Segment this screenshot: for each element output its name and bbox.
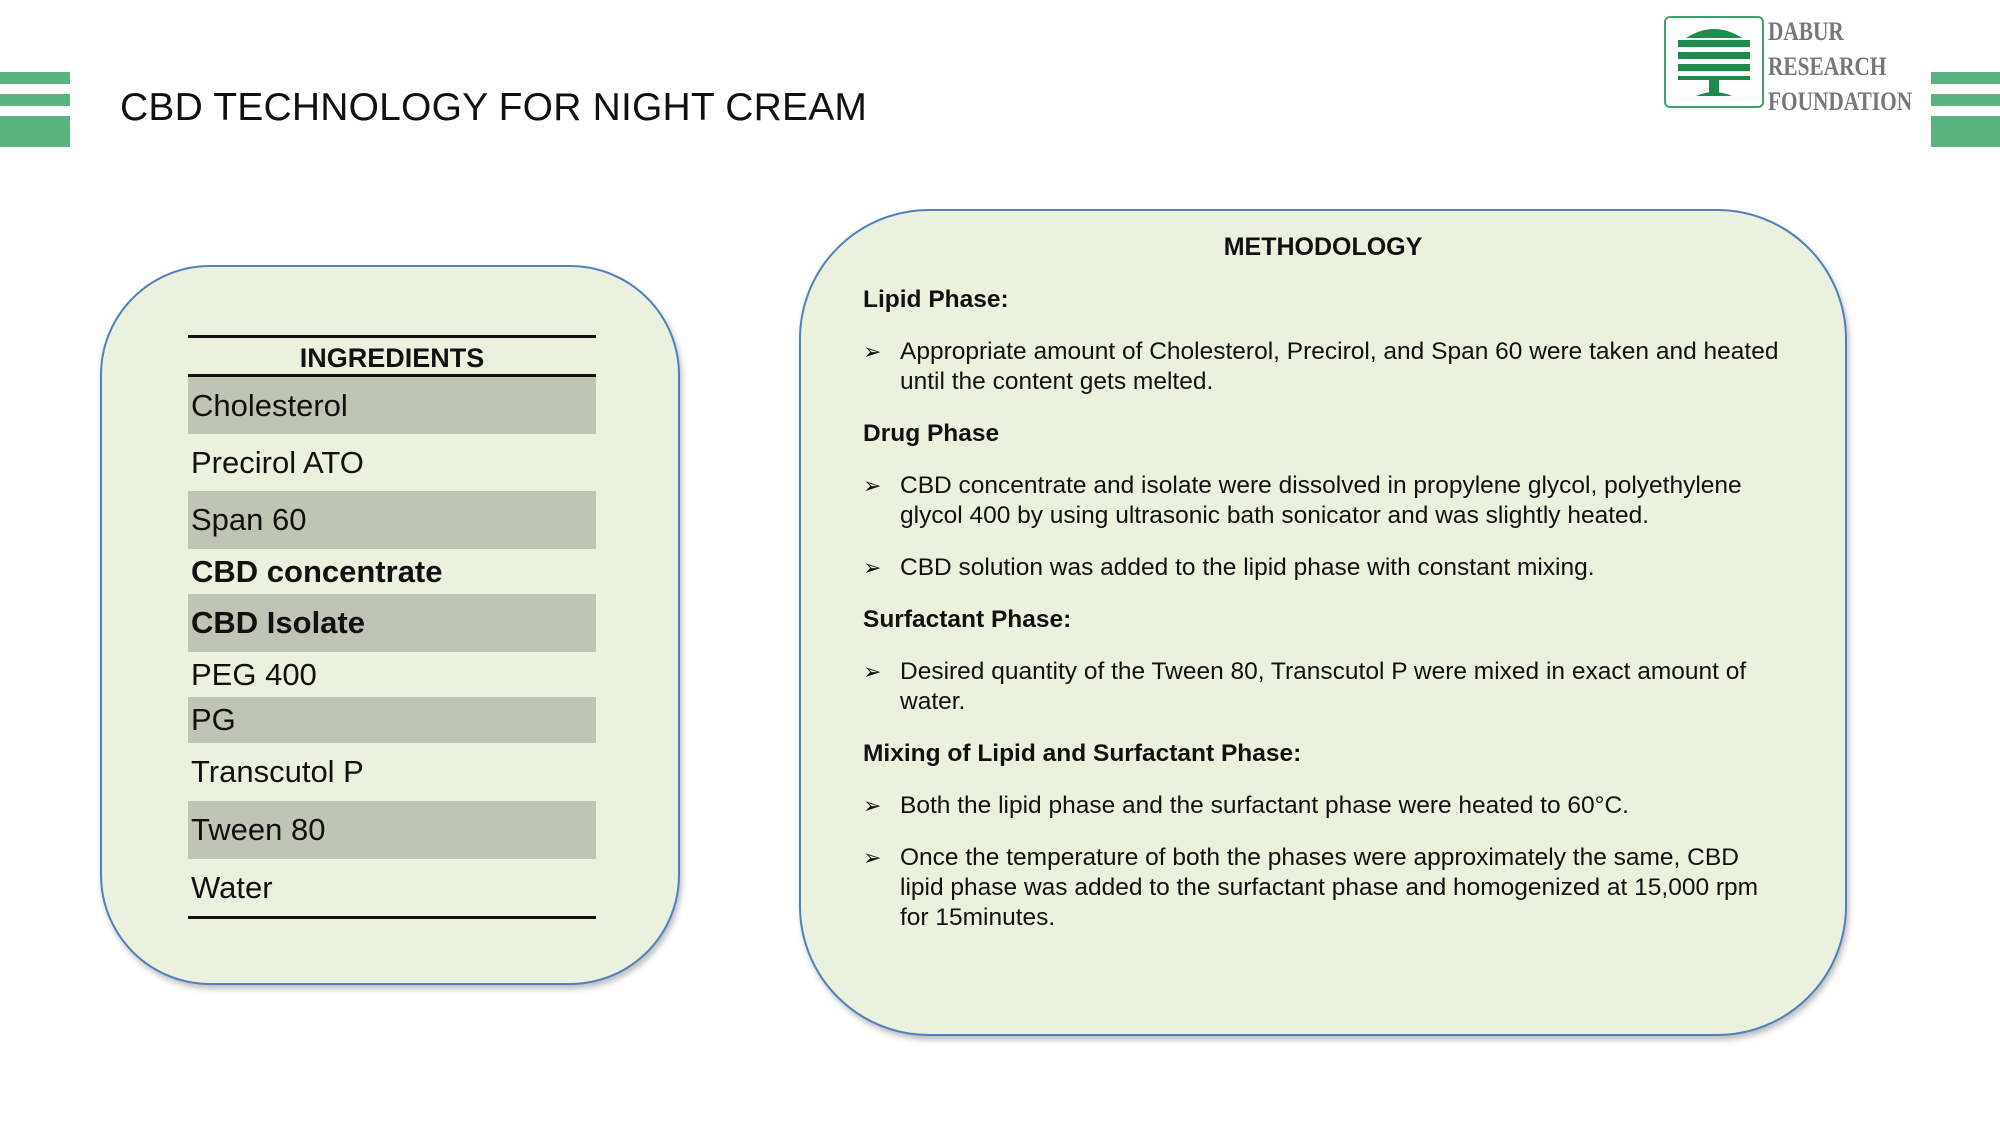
logo-line-2: RESEARCH (1768, 52, 1887, 81)
section-title-lipid-phase: Lipid Phase: (863, 286, 1009, 313)
ingredient-row: Tween 80 (188, 801, 596, 859)
tree-icon (1664, 16, 1764, 108)
methodology-bullet (863, 471, 1783, 531)
arrow-bullet-icon: ➢ (863, 473, 882, 498)
ingredients-header: INGREDIENTS (188, 335, 596, 377)
methodology-bullet (863, 553, 1783, 583)
arrow-bullet-icon: ➢ (863, 845, 882, 870)
table-bottom-rule (188, 916, 596, 919)
arrow-bullet-icon: ➢ (863, 339, 882, 364)
methodology-bullet (863, 657, 1783, 717)
ingredient-row: CBD concentrate (191, 553, 443, 589)
ingredient-row: Cholesterol (188, 377, 596, 434)
logo-line-3: FOUNDATION (1768, 87, 1913, 116)
bullet-text: Desired quantity of the Tween 80, Transcutol P were mixed in exact amount of water. (900, 658, 1747, 715)
ingredients-panel (100, 265, 680, 985)
methodology-bullet (863, 337, 1783, 397)
ingredient-row: PG (188, 697, 596, 743)
arrow-bullet-icon: ➢ (863, 659, 882, 684)
ingredient-row: PEG 400 (191, 656, 317, 692)
bullet-text: CBD concentrate and isolate were dissolved in propylene glycol, polyethylene glycol 400 by using ultrasonic bath sonicator and was slightly heated. (900, 472, 1742, 529)
slide-title: CBD TECHNOLOGY FOR NIGHT CREAM (120, 86, 868, 129)
dabur-logo (1664, 14, 1914, 114)
methodology-content (863, 285, 1783, 933)
ingredient-row: Span 60 (188, 491, 596, 549)
bullet-text: Both the lipid phase and the surfactant phase were heated to 60°C. (900, 792, 1629, 819)
ingredient-row: CBD Isolate (188, 594, 596, 652)
ingredient-row: Precirol ATO (191, 444, 364, 480)
section-title-surfactant-phase: Surfactant Phase: (863, 606, 1072, 633)
bullet-text: CBD solution was added to the lipid phase with constant mixing. (900, 554, 1595, 581)
section-title-drug-phase: Drug Phase (863, 420, 1000, 447)
section-title-mixing-phase: Mixing of Lipid and Surfactant Phase: (863, 740, 1302, 767)
bullet-text: Appropriate amount of Cholesterol, Precirol, and Span 60 were taken and heated until the content gets melted. (900, 338, 1779, 395)
methodology-heading: METHODOLOGY (1223, 233, 1423, 261)
ingredients-table (188, 335, 596, 919)
arrow-bullet-icon: ➢ (863, 793, 882, 818)
ingredient-row: Water (191, 869, 273, 905)
bullet-text: Once the temperature of both the phases were approximately the same, CBD lipid phase was added to the surfactant phase and homogenized at 15,000 rpm for 15minutes. (900, 844, 1759, 931)
methodology-bullet (863, 843, 1783, 933)
methodology-panel (799, 209, 1847, 1036)
ingredient-row: Transcutol P (191, 754, 364, 789)
arrow-bullet-icon: ➢ (863, 555, 882, 580)
decorative-stripes-left (0, 72, 70, 147)
methodology-bullet (863, 791, 1783, 821)
logo-line-1: DABUR (1768, 17, 1844, 46)
